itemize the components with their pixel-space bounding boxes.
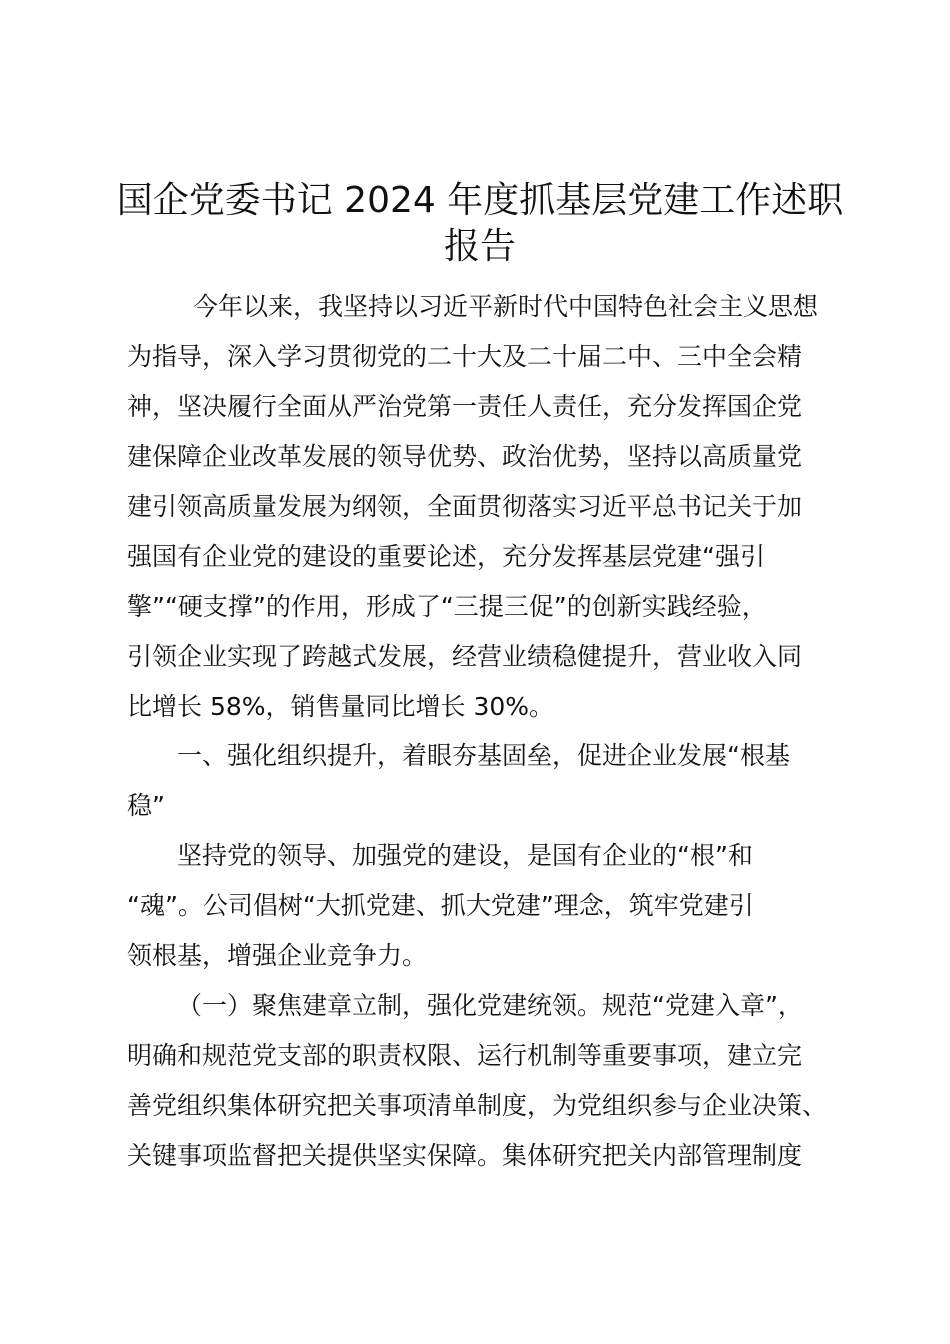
section-1-paragraph bbox=[127, 831, 833, 981]
text-line: 稳” bbox=[127, 791, 165, 820]
text-line: 擎”“硬支撑”的作用，形成了“三提三促”的创新实践经验， bbox=[127, 592, 767, 621]
text-line: 神，坚决履行全面从严治党第一责任人责任，充分发挥国企党 bbox=[127, 392, 803, 421]
text-line: 明确和规范党支部的职责权限、运行机制等重要事项，建立完 bbox=[127, 1041, 803, 1070]
title-line-2: 报告 bbox=[443, 226, 516, 267]
text-line: 善党组织集体研究把关事项清单制度，为党组织参与企业决策、 bbox=[127, 1091, 828, 1120]
text-line: 引领企业实现了跨越式发展，经营业绩稳健提升，营业收入同 bbox=[127, 642, 803, 671]
text-line: 为指导，深入学习贯彻党的二十大及二十届二中、三中全会精 bbox=[127, 342, 803, 371]
section-heading-1 bbox=[127, 731, 833, 831]
text-line: 坚持党的领导、加强党的建设，是国有企业的“根”和 bbox=[177, 841, 753, 870]
text-line: 比增长 58%，销售量同比增长 30%。 bbox=[127, 692, 555, 721]
text-line: （一）聚焦建章立制，强化党建统领。规范“党建入章”， bbox=[177, 991, 803, 1020]
text-line: 关键事项监督把关提供坚实保障。集体研究把关内部管理制度 bbox=[127, 1141, 803, 1170]
title-line-1: 国企党委书记 2024 年度抓基层党建工作述职 bbox=[116, 180, 844, 221]
text-line: “魂”。公司倡树“大抓党建、抓大党建”理念，筑牢党建引 bbox=[127, 891, 754, 920]
text-line: 领根基，增强企业竞争力。 bbox=[127, 941, 428, 970]
text-line: 建引领高质量发展为纲领，全面贯彻落实习近平总书记关于加 bbox=[127, 492, 803, 521]
intro-paragraph bbox=[127, 282, 833, 732]
text-line: 强国有企业党的建设的重要论述，充分发挥基层党建“强引 bbox=[127, 542, 765, 571]
text-line: 建保障企业改革发展的领导优势、政治优势，坚持以高质量党 bbox=[127, 442, 803, 471]
document-title bbox=[110, 178, 850, 270]
text-line: 今年以来，我坚持以习近平新时代中国特色社会主义思想 bbox=[193, 292, 819, 321]
text-line: 一、强化组织提升，着眼夯基固垒，促进企业发展“根基 bbox=[177, 741, 790, 770]
subsection-1-paragraph bbox=[127, 981, 833, 1181]
